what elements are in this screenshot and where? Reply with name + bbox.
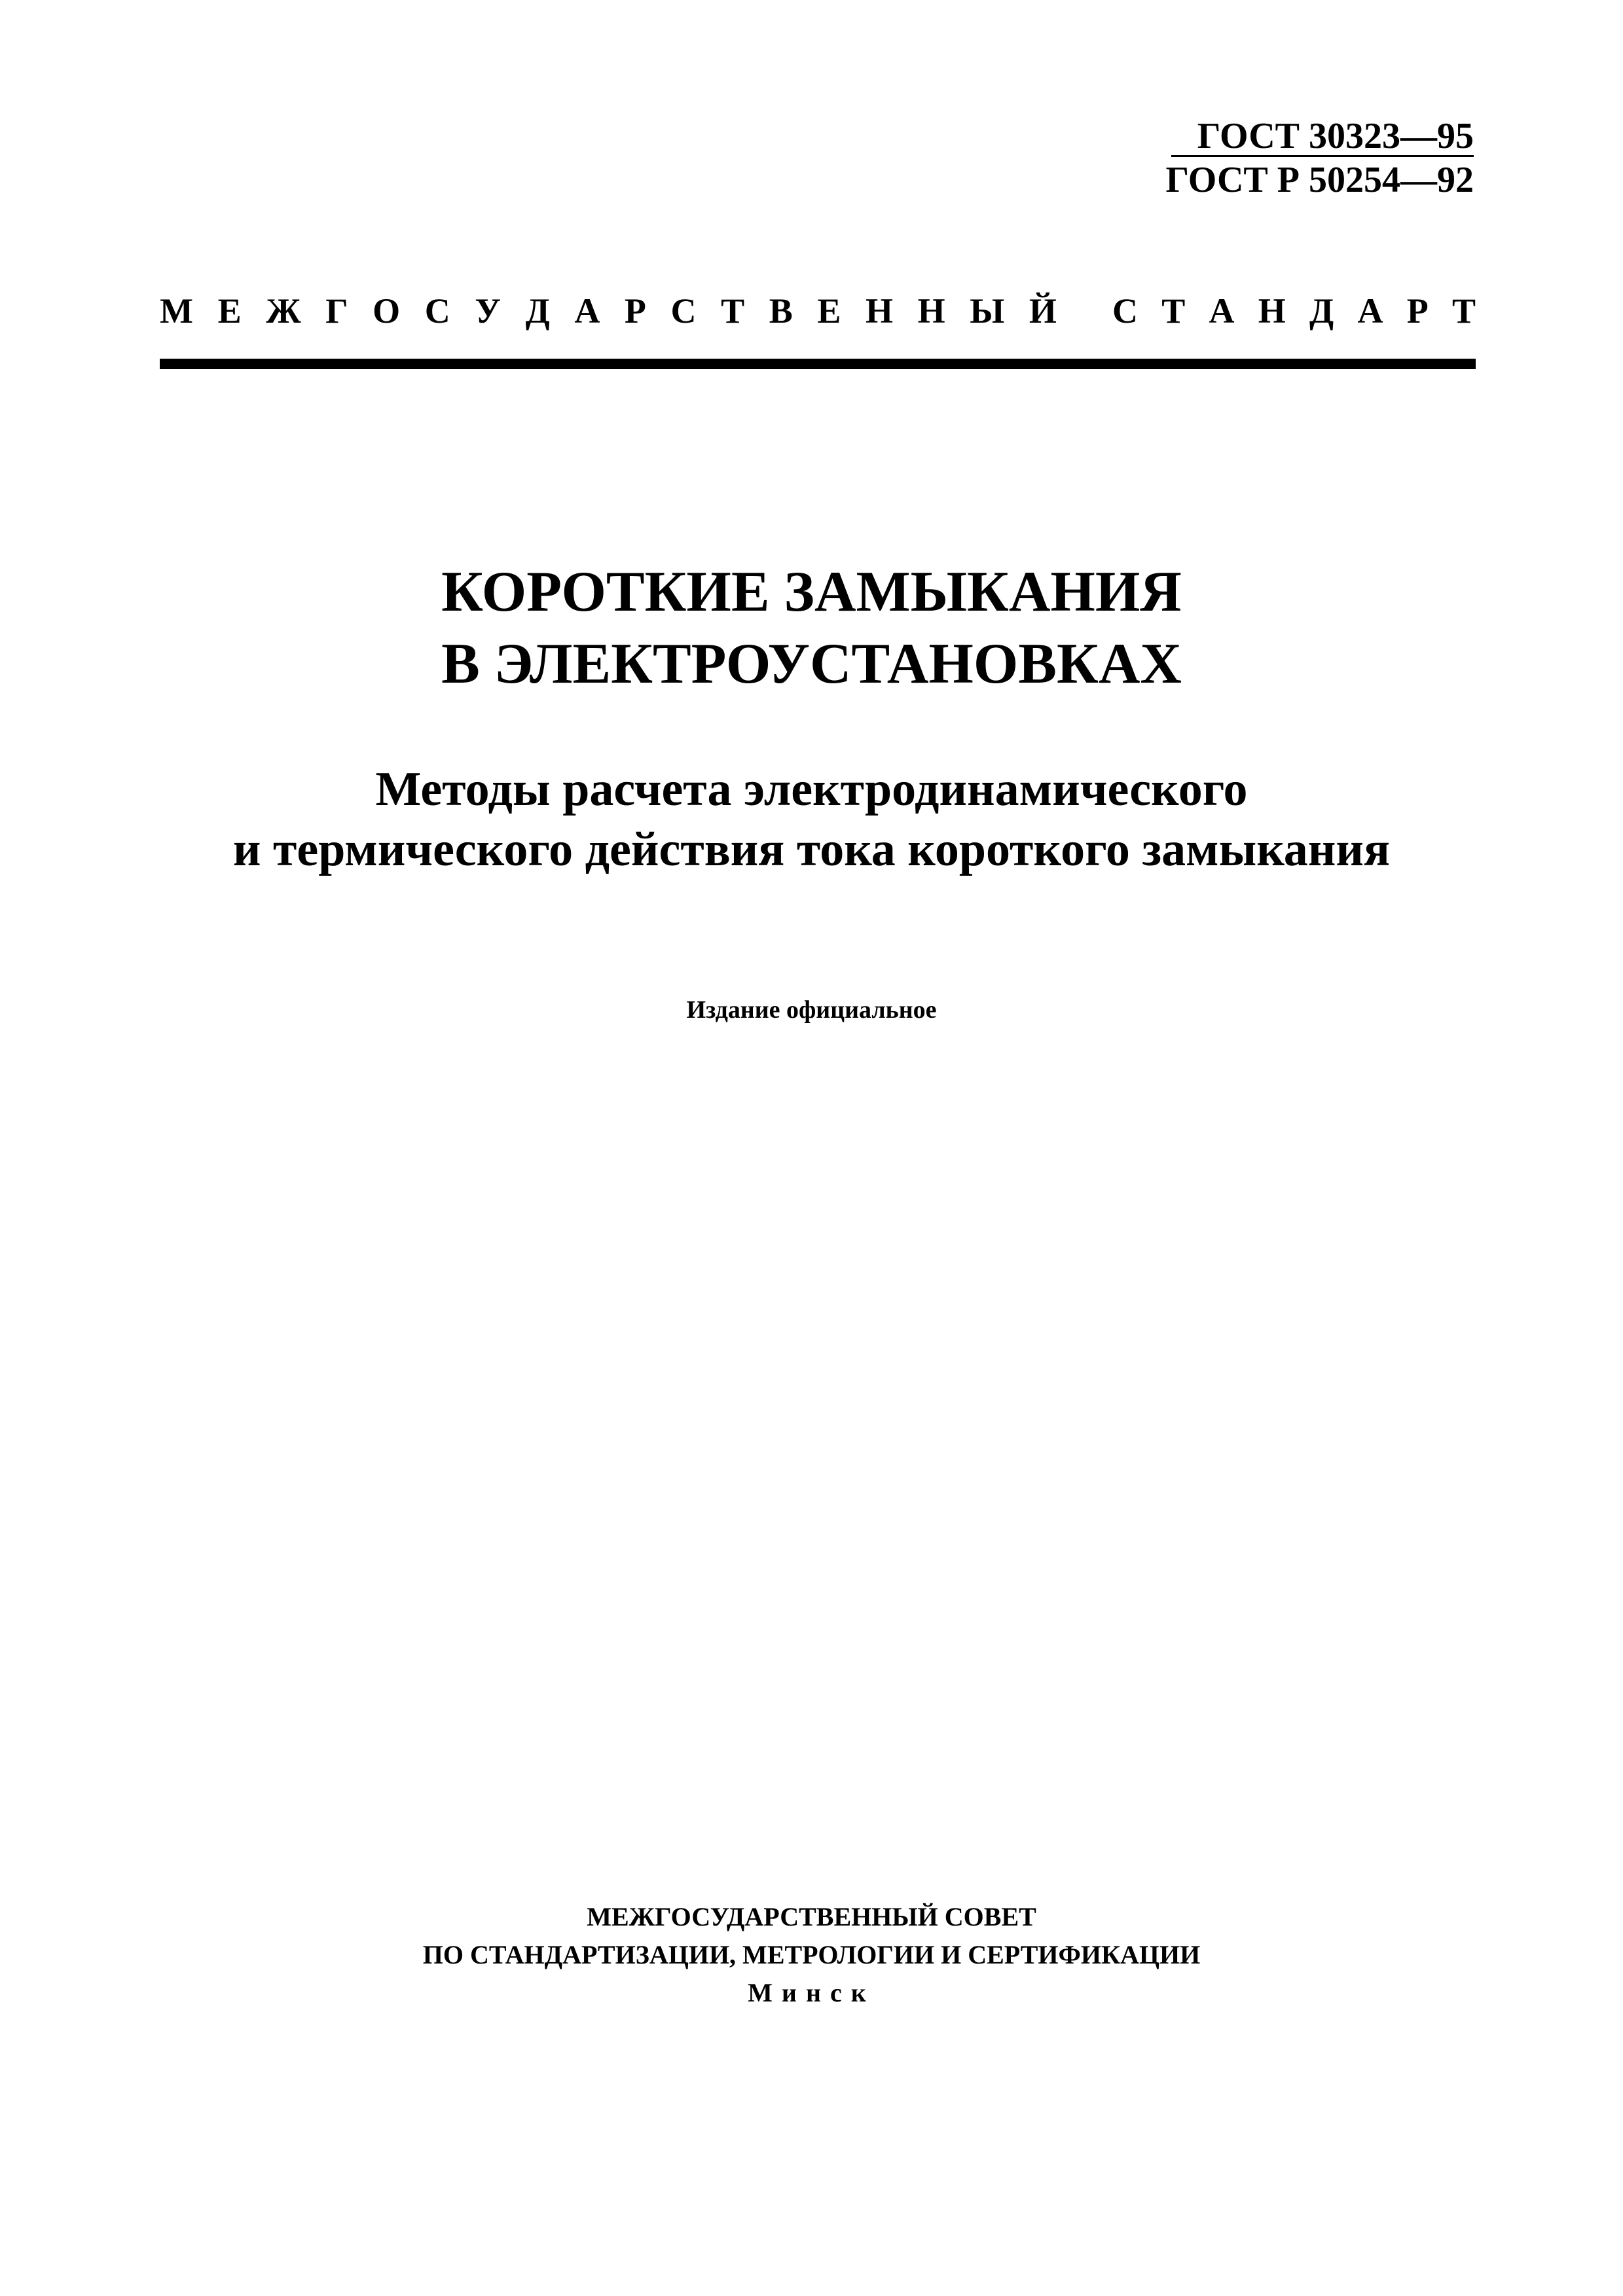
standard-type-letter: С: [1112, 291, 1138, 331]
standard-type-letter: О: [373, 291, 401, 331]
standard-type-letter: Т: [721, 291, 745, 331]
gost-designation: [1166, 115, 1474, 199]
standard-type-letter: Н: [865, 291, 893, 331]
heading-rule: [160, 359, 1476, 369]
standard-type-letter: Н: [1258, 291, 1286, 331]
standard-type-letter: Е: [817, 291, 841, 331]
publisher-block: [0, 1898, 1623, 2012]
standard-type-letter: Й: [1029, 291, 1057, 331]
standard-type-letter: Т: [1451, 291, 1476, 331]
standard-type-letter: Н: [917, 291, 945, 331]
standard-type-letter: Ы: [970, 291, 1005, 331]
standard-type-letter: Е: [217, 291, 242, 331]
standard-type-letter: М: [160, 291, 193, 331]
standard-type-word-1: [160, 288, 1057, 334]
standard-type-letter: А: [1357, 291, 1383, 331]
standard-type-letter: С: [670, 291, 697, 331]
standard-type-letter: Ж: [266, 291, 301, 331]
gost-code-secondary: ГОСТ Р 50254—92: [1165, 160, 1474, 200]
standard-type-letter: Р: [1406, 291, 1429, 331]
edition-label: Издание официальное: [686, 996, 937, 1024]
document-subtitle: [0, 759, 1623, 880]
standard-type-letter: У: [475, 291, 501, 331]
standard-type-letter: Т: [1161, 291, 1186, 331]
standard-type-letter: Г: [325, 291, 348, 331]
standard-type-letter: Р: [624, 291, 646, 331]
standard-type-letter: С: [424, 291, 450, 331]
document-title-line-2: В ЭЛЕКТРОУСТАНОВКАХ: [441, 632, 1182, 696]
publisher-line-1: МЕЖГОСУДАРСТВЕННЫЙ СОВЕТ: [587, 1902, 1036, 1931]
document-subtitle-line-2: и термического действия тока короткого замыкания: [232, 823, 1391, 876]
standard-type-letter: Д: [525, 291, 550, 331]
document-title: [0, 556, 1623, 700]
publisher-city: Минск: [748, 1978, 875, 2007]
standard-type-letter: В: [769, 291, 793, 331]
standard-type-heading: [160, 288, 1476, 334]
document-subtitle-line-1: Методы расчета электродинамического: [375, 762, 1248, 816]
document-title-line-1: КОРОТКИЕ ЗАМЫКАНИЯ: [441, 560, 1182, 624]
standard-type-letter: А: [574, 291, 600, 331]
standard-type-letter: Д: [1309, 291, 1334, 331]
standard-type-word-2: [1112, 288, 1476, 334]
gost-code-primary: ГОСТ 30323—95: [1171, 117, 1474, 157]
standard-type-letter: А: [1209, 291, 1235, 331]
publisher-line-2: ПО СТАНДАРТИЗАЦИИ, МЕТРОЛОГИИ И СЕРТИФИКАЦИИ: [422, 1940, 1201, 1969]
